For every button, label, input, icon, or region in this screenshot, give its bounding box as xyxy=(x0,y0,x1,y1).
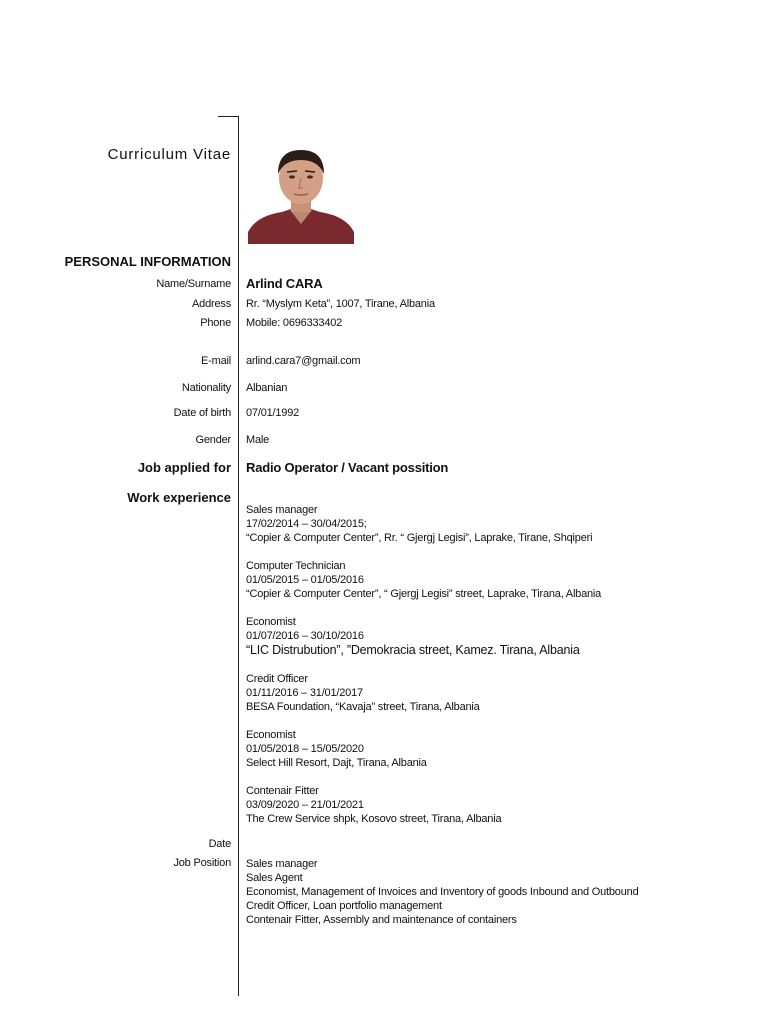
experience-entry xyxy=(246,615,580,657)
name-label: Name/Surname xyxy=(156,278,231,290)
job-position-label: Job Position xyxy=(173,857,231,869)
experience-dates: 03/09/2020 – 21/01/2021 xyxy=(246,799,364,811)
list-item: Credit Officer, Loan portfolio management xyxy=(246,900,442,912)
experience-place: The Crew Service shpk, Kosovo street, Tirana, Albania xyxy=(246,813,502,825)
experience-dates: 01/05/2015 – 01/05/2016 xyxy=(246,574,364,586)
experience-place: BESA Foundation, “Kavaja” street, Tirana, Albania xyxy=(246,701,480,713)
experience-place: “Copier & Computer Center”, “ Gjergj Legisi” street, Laprake, Tirana, Albania xyxy=(246,588,602,600)
experience-entry xyxy=(246,503,592,545)
experience-entry xyxy=(246,784,501,826)
dob-value: 07/01/1992 xyxy=(246,407,300,419)
list-item: Economist, Management of Invoices and Inventory of goods Inbound and Outbound xyxy=(246,886,639,898)
experience-role: Credit Officer xyxy=(246,673,308,685)
personal-info-heading: PERSONAL INFORMATION xyxy=(64,254,231,269)
experience-role: Economist xyxy=(246,729,296,741)
experience-role: Economist xyxy=(246,616,296,628)
dob-label: Date of birth xyxy=(173,407,231,419)
column-divider xyxy=(238,116,239,996)
work-experience-heading: Work experience xyxy=(127,490,231,505)
experience-role: Computer Technician xyxy=(246,560,346,572)
job-position-list xyxy=(246,857,638,927)
address-label: Address xyxy=(192,298,231,310)
list-item: Sales manager xyxy=(246,858,318,870)
address-value: Rr. “Myslym Keta”, 1007, Tirane, Albania xyxy=(246,298,435,310)
list-item: Contenair Fitter, Assembly and maintenance of containers xyxy=(246,914,517,926)
experience-role: Contenair Fitter xyxy=(246,785,319,797)
name-value: Arlind CARA xyxy=(246,276,323,291)
list-item: Sales Agent xyxy=(246,872,303,884)
phone-value: Mobile: 0696333402 xyxy=(246,317,343,329)
experience-dates: 01/07/2016 – 30/10/2016 xyxy=(246,630,364,642)
phone-label: Phone xyxy=(200,317,231,329)
page-title: Curriculum Vitae xyxy=(107,146,231,163)
job-applied-value: Radio Operator / Vacant possition xyxy=(246,460,449,475)
email-label: E-mail xyxy=(201,355,231,367)
experience-place: “Copier & Computer Center”, Rr. “ Gjergj Legisi”, Laprake, Tirane, Shqiperi xyxy=(246,532,593,544)
gender-label: Gender xyxy=(195,434,231,446)
header-rule xyxy=(218,116,239,117)
portrait-image xyxy=(246,144,356,244)
experience-dates: 17/02/2014 – 30/04/2015; xyxy=(246,518,367,530)
experience-entry xyxy=(246,672,480,714)
profile-photo xyxy=(246,144,356,244)
experience-entry xyxy=(246,559,601,601)
gender-value: Male xyxy=(246,434,270,446)
date-label: Date xyxy=(208,838,231,850)
job-applied-label: Job applied for xyxy=(137,460,231,475)
nationality-label: Nationality xyxy=(181,382,231,394)
experience-place: “LIC Distrubution”, ”Demokracia street, Kamez. Tirana, Albania xyxy=(246,643,580,657)
experience-dates: 01/11/2016 – 31/01/2017 xyxy=(246,687,363,699)
experience-role: Sales manager xyxy=(246,504,318,516)
experience-place: Select Hill Resort, Dajt, Tirana, Albania xyxy=(246,757,427,769)
experience-entry xyxy=(246,728,427,770)
nationality-value: Albanian xyxy=(246,382,288,394)
email-value: arlind.cara7@gmail.com xyxy=(246,355,361,367)
experience-dates: 01/05/2018 – 15/05/2020 xyxy=(246,743,364,755)
